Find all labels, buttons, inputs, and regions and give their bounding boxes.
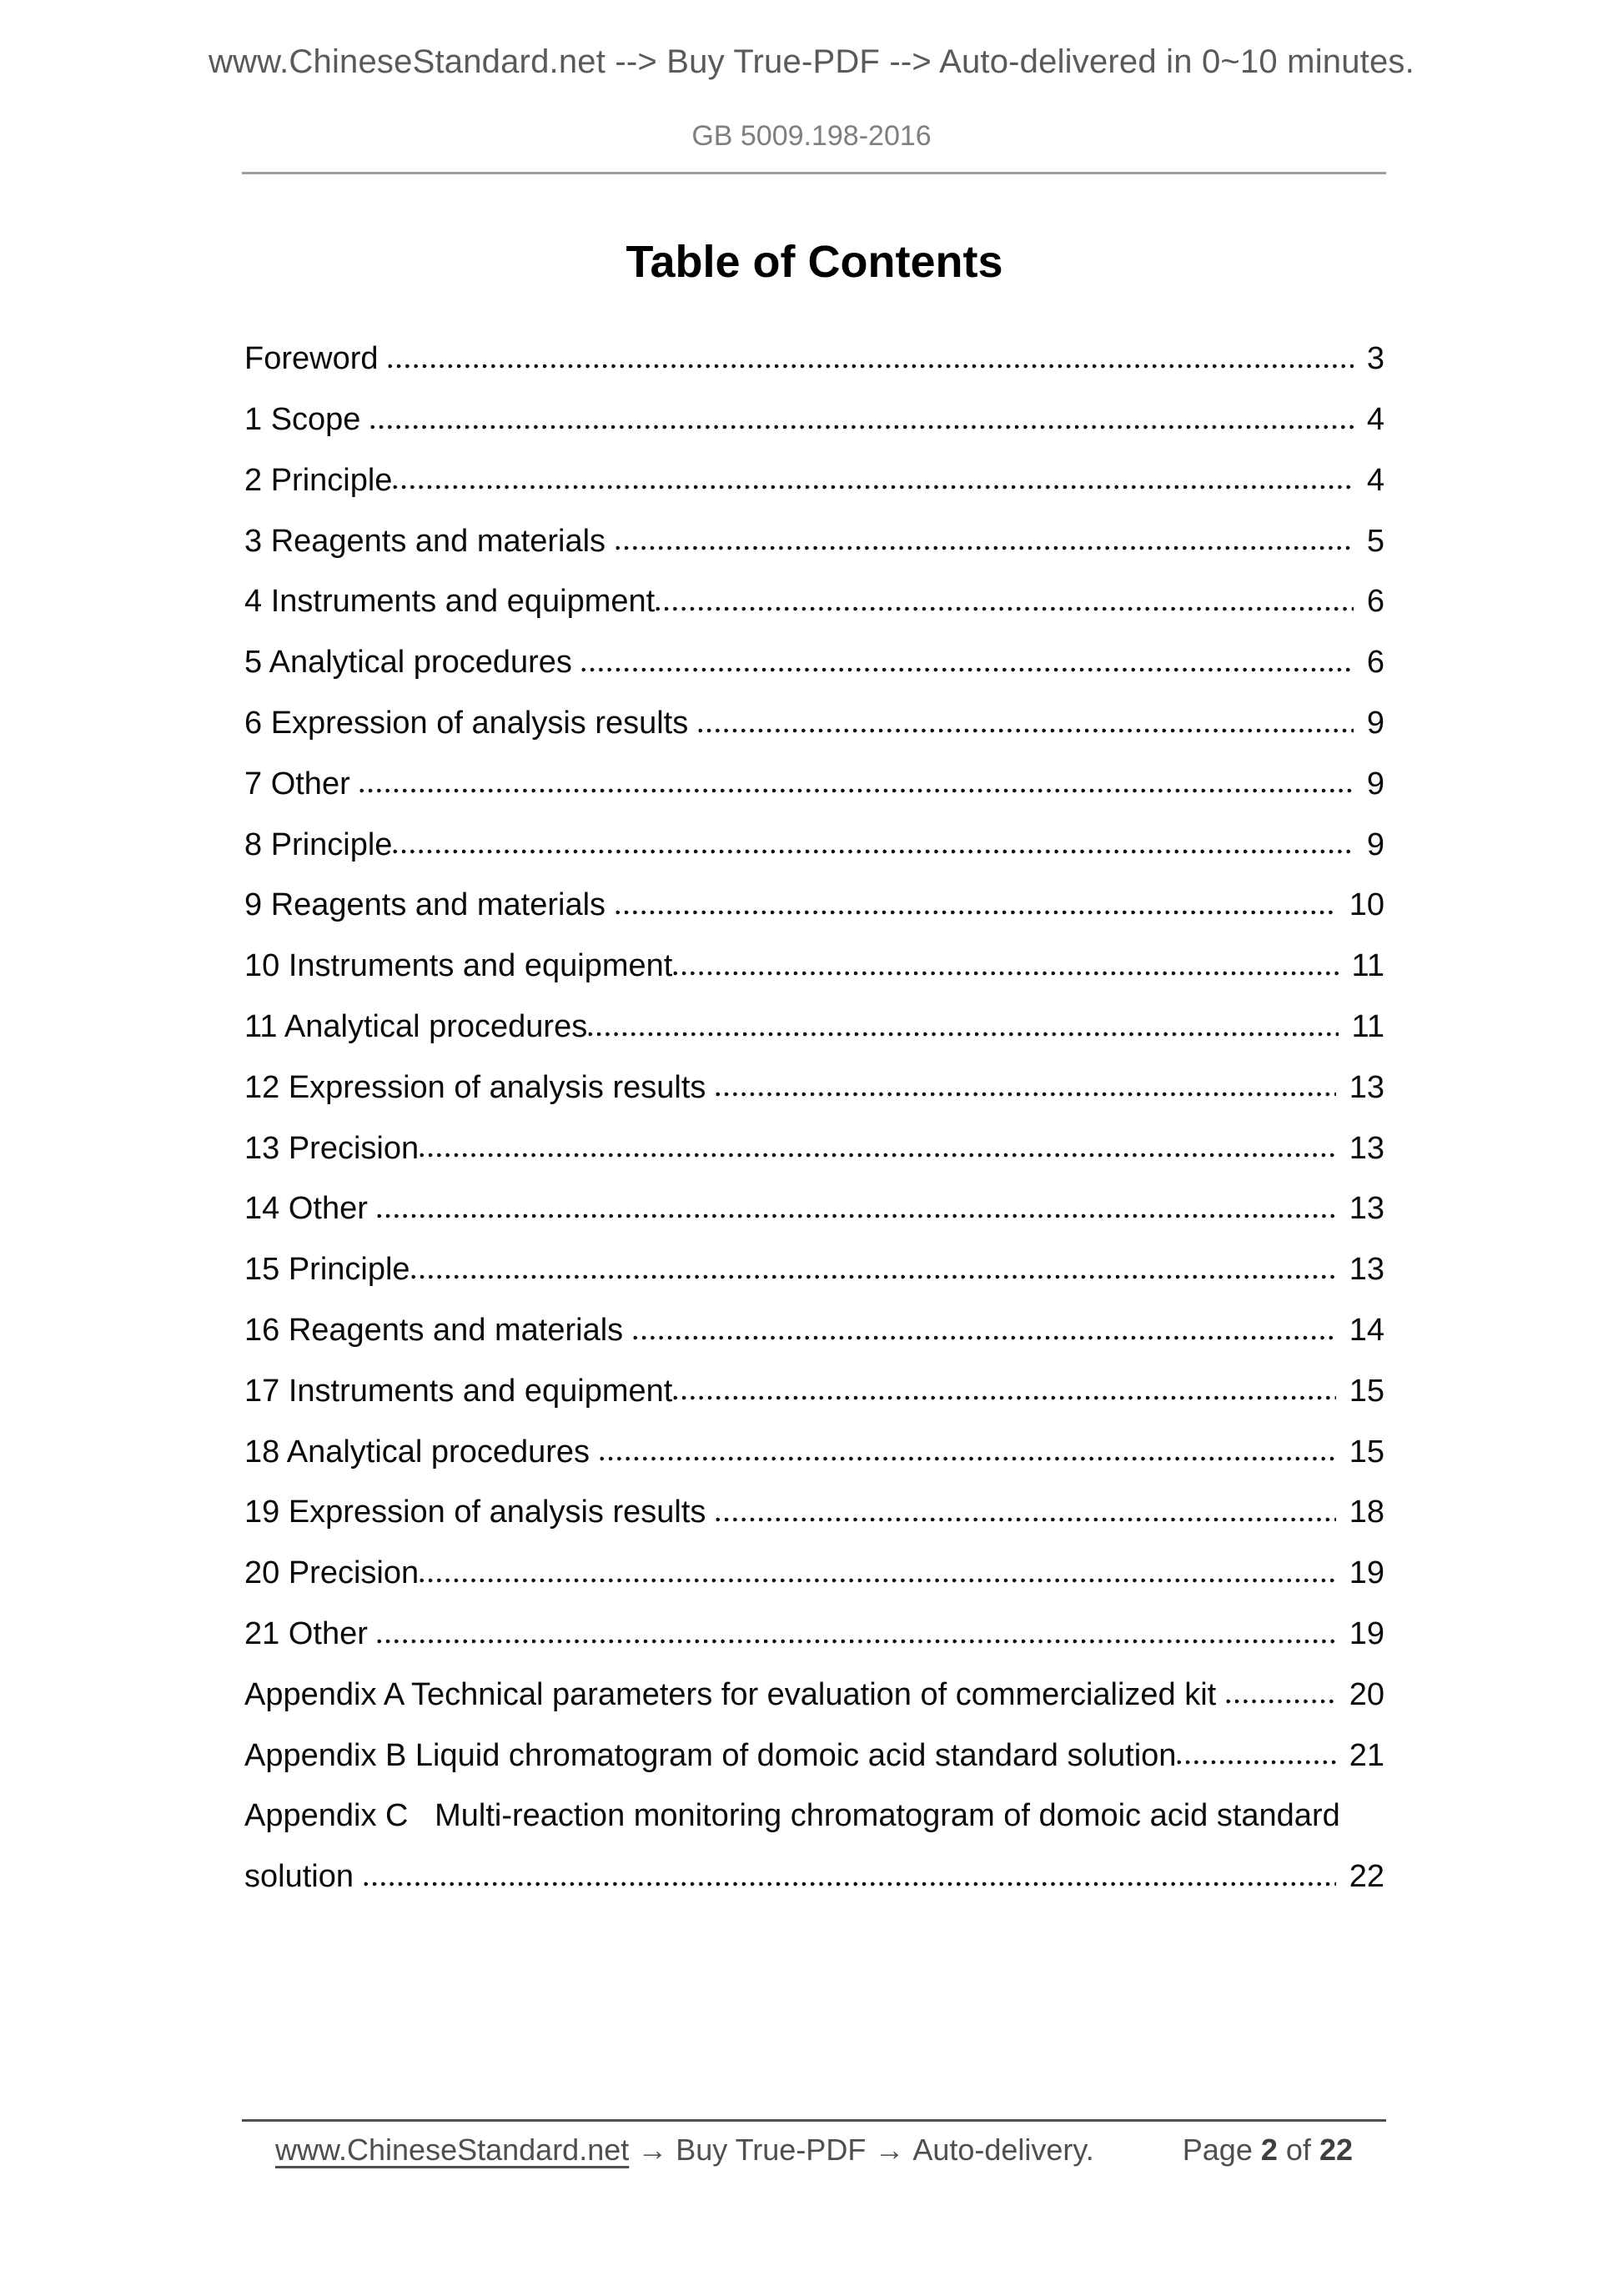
toc-leader-dots [715, 1471, 1336, 1532]
toc-entry [244, 1350, 1384, 1411]
standard-code: GB 5009.198-2016 [691, 120, 932, 152]
toc-entry-page: 9 [1366, 766, 1384, 801]
toc-leader-dots [1225, 1654, 1336, 1715]
footer-site-link[interactable]: www.ChineseStandard.net [275, 2133, 630, 2167]
toc-entry-page: 9 [1366, 826, 1384, 862]
toc-leader-dots [672, 1350, 1335, 1411]
toc-leader-dots [599, 1410, 1336, 1471]
toc-entry-page: 4 [1366, 462, 1384, 498]
toc-leader-dots [369, 379, 1354, 440]
toc-entry-label: 3 Reagents and materials [244, 523, 615, 559]
toc-entry-label: 19 Expression of analysis results [244, 1495, 715, 1530]
toc-entry-label: Appendix A Technical parameters for evaluation of commercialized kit [244, 1676, 1225, 1712]
of-label: of [1285, 2133, 1311, 2167]
toc-leader-dots [359, 743, 1354, 804]
toc-entry-page: 5 [1366, 523, 1384, 559]
toc-entry-page: 15 [1349, 1373, 1384, 1409]
toc-entry [244, 1532, 1384, 1593]
toc-entry-label: solution [244, 1859, 363, 1895]
toc-entry-page: 15 [1349, 1434, 1384, 1470]
toc-entry-label: 11 Analytical procedures [244, 1008, 588, 1044]
toc-entry [244, 925, 1384, 986]
toc-entry [244, 1168, 1384, 1228]
toc-leader-dots [715, 1047, 1336, 1108]
toc-entry-page: 20 [1349, 1676, 1384, 1712]
toc-entry-page: 11 [1351, 948, 1384, 984]
table-of-contents [244, 318, 1384, 1897]
page-current: 2 [1260, 2133, 1278, 2167]
toc-entry-label: 20 Precision [244, 1555, 420, 1591]
toc-entry [244, 1836, 1384, 1897]
toc-leader-dots [363, 1836, 1336, 1897]
toc-entry [244, 1775, 1384, 1836]
toc-entry [244, 621, 1384, 682]
toc-entry-page: 14 [1349, 1312, 1384, 1348]
toc-entry-label: 18 Analytical procedures [244, 1434, 599, 1470]
toc-entry-label: 6 Expression of analysis results [244, 705, 697, 741]
toc-leader-dots [697, 682, 1354, 743]
toc-entry-label: 17 Instruments and equipment [244, 1373, 673, 1409]
toc-entry-label: 5 Analytical procedures [244, 645, 581, 681]
footer-page-indicator [1183, 2133, 1384, 2167]
toc-entry [244, 1107, 1384, 1168]
toc-entry-label: 2 Principle [244, 462, 393, 498]
toc-entry-page: 11 [1351, 1008, 1384, 1044]
toc-entry-label: 14 Other [244, 1191, 377, 1227]
footer-buy-text: Buy True-PDF [676, 2133, 867, 2167]
toc-entry-page: 10 [1349, 887, 1384, 923]
toc-leader-dots [655, 560, 1354, 621]
toc-entry [244, 1228, 1384, 1289]
footer-divider [242, 2119, 1386, 2122]
toc-entry [244, 743, 1384, 804]
toc-leader-dots [392, 440, 1353, 500]
toc-entry-label: 7 Other [244, 766, 359, 801]
toc-entry-page: 13 [1349, 1191, 1384, 1227]
toc-entry [244, 560, 1384, 621]
toc-entry-label: 13 Precision [244, 1130, 420, 1166]
footer [244, 2133, 1384, 2167]
right-arrow-icon: → [637, 2133, 668, 2167]
toc-entry-label: Appendix B Liquid chromatogram of domoic acid standard solution [244, 1737, 1177, 1773]
toc-leader-dots [587, 986, 1338, 1047]
toc-entry-label: 10 Instruments and equipment [244, 948, 673, 984]
toc-entry [244, 318, 1384, 379]
toc-entry-label: 12 Expression of analysis results [244, 1069, 715, 1105]
toc-entry-label: 9 Reagents and materials [244, 887, 615, 923]
toc-entry-label: 16 Reagents and materials [244, 1312, 632, 1348]
page-label: Page [1182, 2133, 1253, 2167]
toc-entry-page: 22 [1349, 1859, 1384, 1895]
page-total: 22 [1319, 2133, 1353, 2167]
toc-leader-dots [1176, 1714, 1335, 1775]
toc-leader-dots [419, 1107, 1336, 1168]
toc-entry [244, 986, 1384, 1047]
page-title: Table of Contents [626, 237, 1003, 287]
toc-leader-dots [672, 925, 1338, 986]
toc-entry [244, 1654, 1384, 1715]
toc-entry-label: Appendix C Multi-reaction monitoring chromatogram of domoic acid standard [244, 1798, 1340, 1834]
toc-entry-page: 13 [1349, 1130, 1384, 1166]
footer-left-group [244, 2133, 1094, 2167]
toc-leader-dots [580, 621, 1353, 682]
toc-entry-page: 4 [1366, 402, 1384, 437]
toc-entry-page: 13 [1349, 1069, 1384, 1105]
toc-entry-label: 15 Principle [244, 1252, 410, 1288]
toc-entry-page: 19 [1349, 1615, 1384, 1651]
toc-leader-dots [387, 318, 1354, 379]
toc-entry-label: 4 Instruments and equipment [244, 584, 656, 620]
toc-entry-page: 13 [1349, 1252, 1384, 1288]
toc-entry [244, 440, 1384, 500]
toc-entry-page: 6 [1366, 584, 1384, 620]
toc-entry-page: 18 [1349, 1495, 1384, 1530]
toc-entry [244, 1593, 1384, 1654]
toc-entry [244, 1289, 1384, 1350]
footer-delivery-text: Auto-delivery. [912, 2133, 1094, 2167]
toc-entry [244, 1047, 1384, 1108]
toc-entry-label: 1 Scope [244, 402, 369, 437]
toc-entry-page: 21 [1349, 1737, 1384, 1773]
toc-entry [244, 864, 1384, 925]
toc-entry-label: Foreword [244, 341, 388, 377]
toc-entry-page: 3 [1366, 341, 1384, 377]
toc-entry-label: 21 Other [244, 1615, 377, 1651]
toc-entry-label: 8 Principle [244, 826, 393, 862]
toc-entry [244, 1471, 1384, 1532]
toc-entry [244, 1410, 1384, 1471]
toc-leader-dots [632, 1289, 1336, 1350]
toc-leader-dots [376, 1168, 1335, 1228]
header-divider [242, 172, 1386, 174]
toc-leader-dots [419, 1532, 1336, 1593]
right-arrow-icon: → [874, 2133, 905, 2167]
toc-leader-dots [410, 1228, 1336, 1289]
toc-leader-dots [615, 864, 1336, 925]
toc-entry-page: 19 [1349, 1555, 1384, 1591]
toc-leader-dots [392, 803, 1353, 864]
toc-entry [244, 682, 1384, 743]
toc-entry-page: 6 [1366, 645, 1384, 681]
header-promo-text: www.ChineseStandard.net --> Buy True-PDF --> Auto-delivered in 0~10 minutes. [209, 43, 1414, 80]
toc-leader-dots [376, 1593, 1335, 1654]
toc-leader-dots [615, 500, 1354, 560]
toc-entry [244, 1714, 1384, 1775]
toc-entry [244, 803, 1384, 864]
toc-entry [244, 500, 1384, 560]
toc-entry-page: 9 [1366, 705, 1384, 741]
toc-entry [244, 379, 1384, 440]
